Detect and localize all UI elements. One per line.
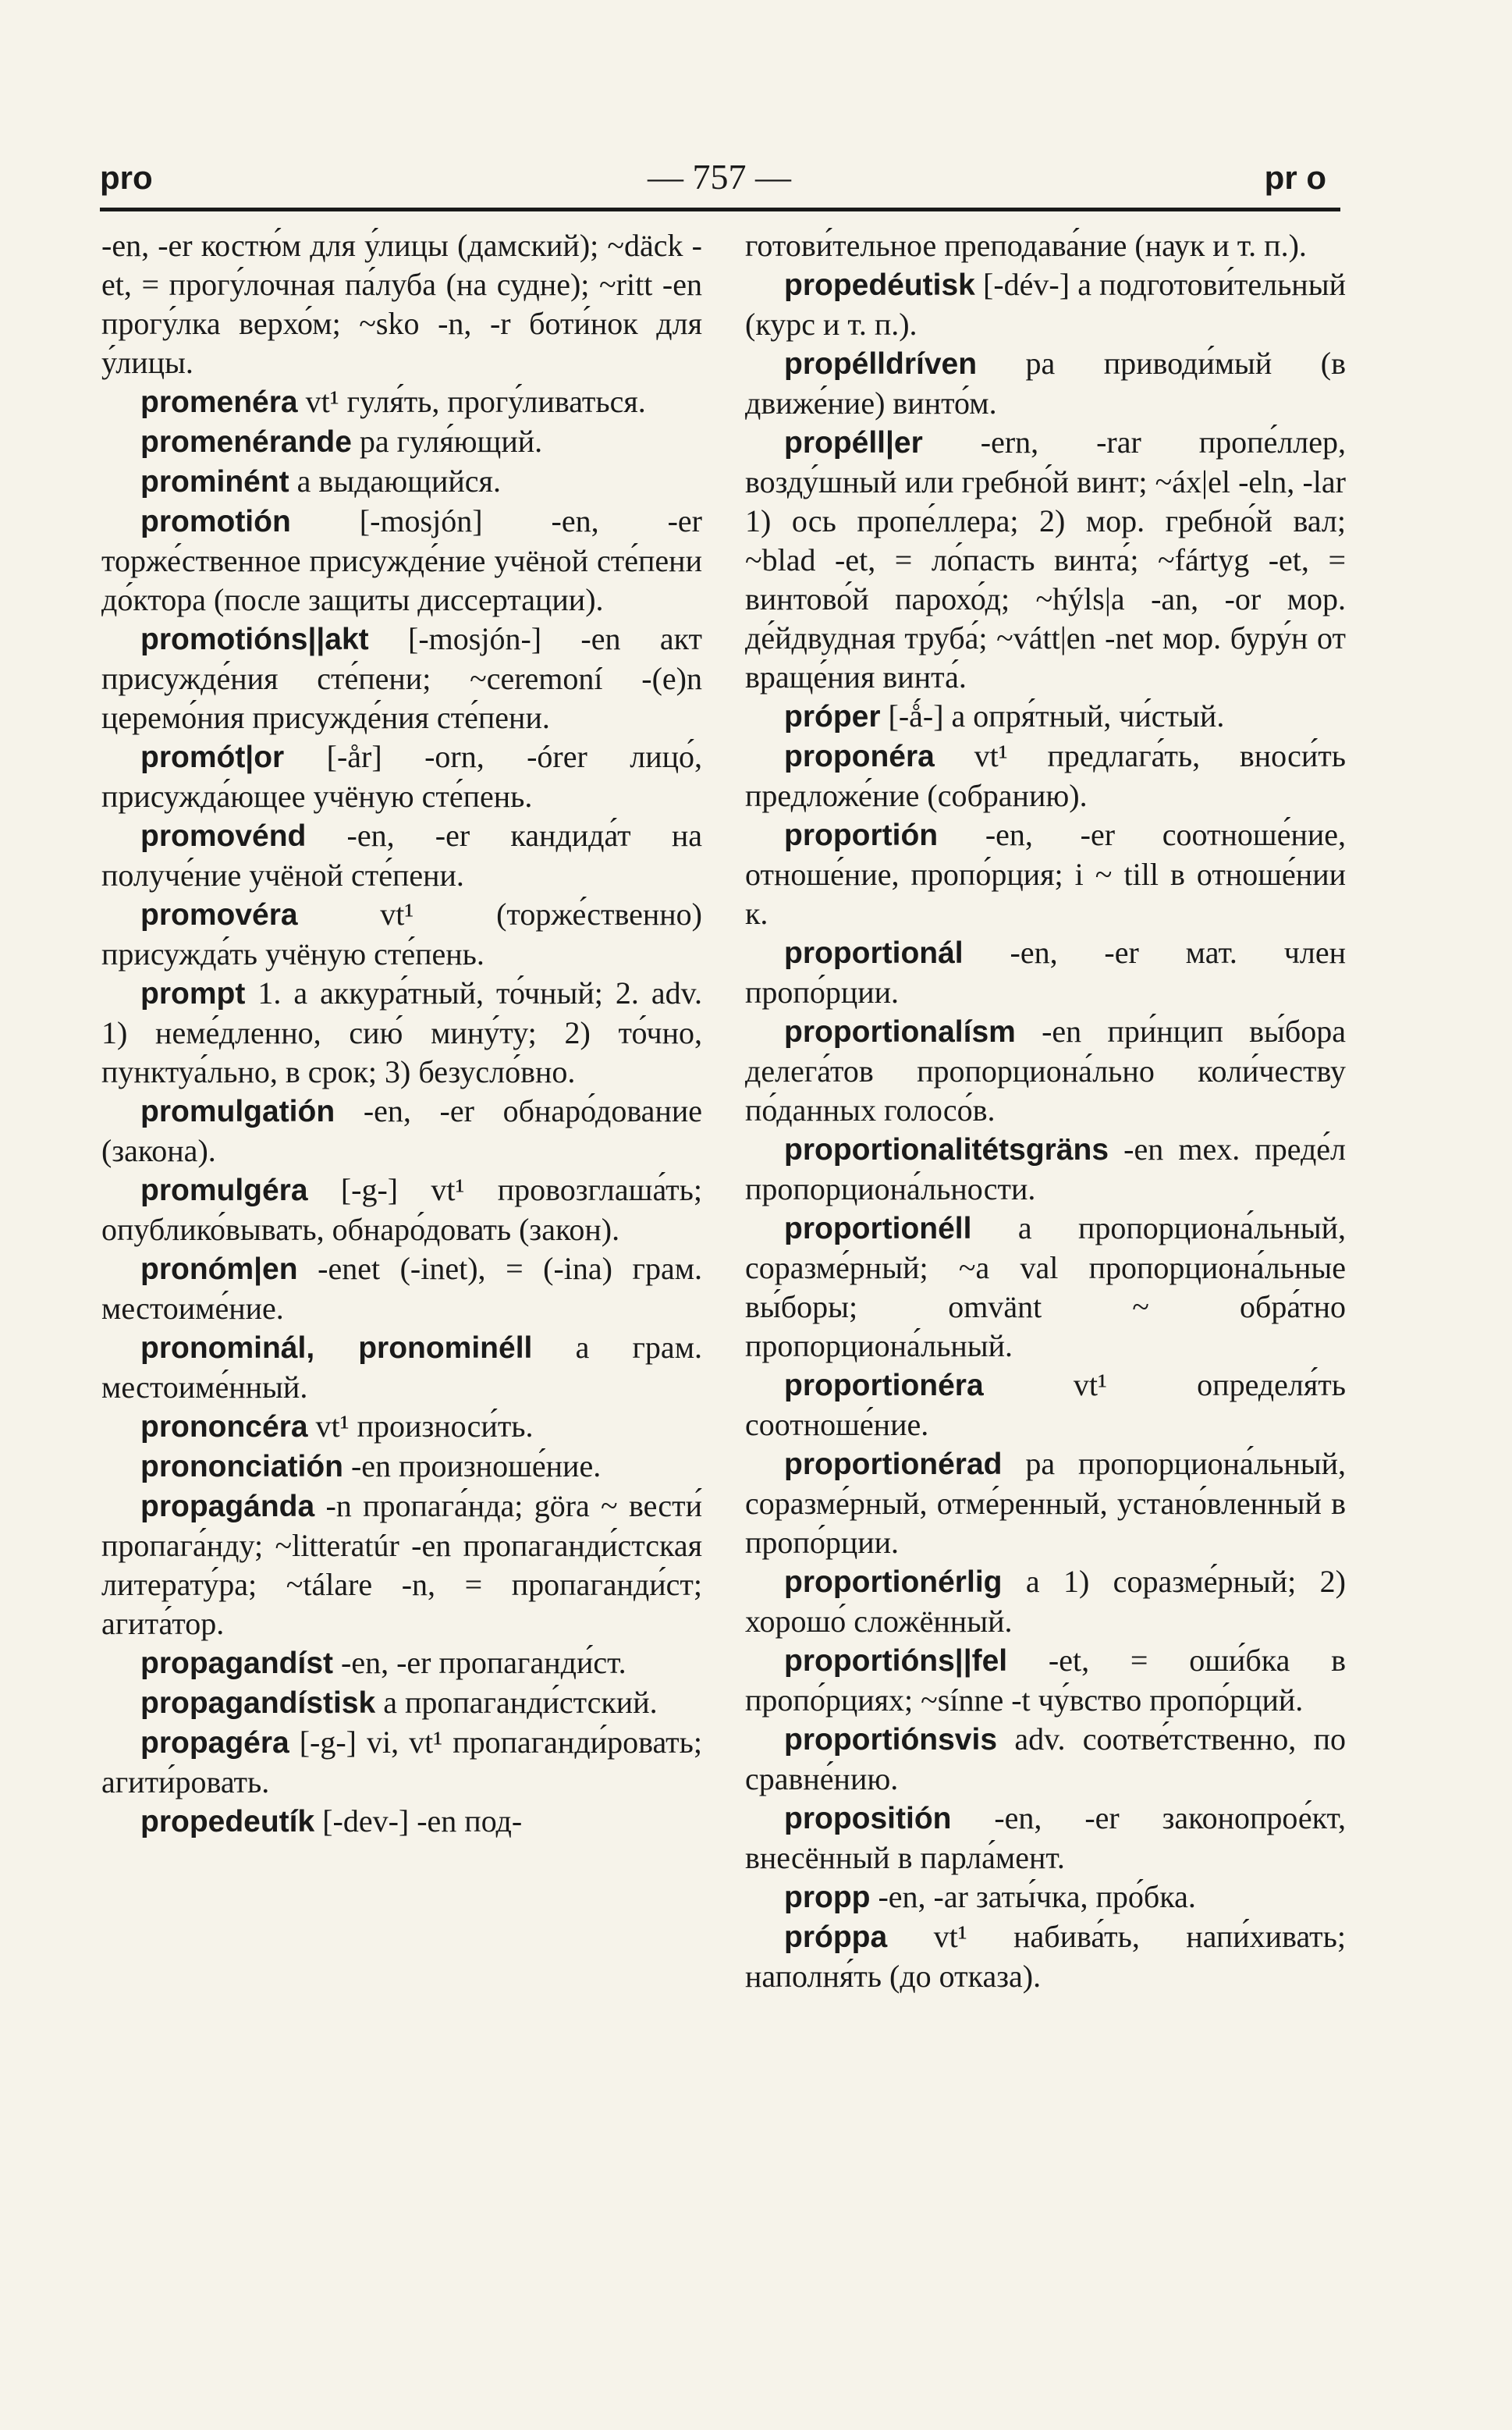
- entry-headword: propedeutík: [140, 1805, 315, 1838]
- entry-headword: propagéra: [140, 1726, 289, 1760]
- entry-headword: propagánda: [140, 1490, 315, 1523]
- entry-definition: adv. соотве́тственно, по сравне́нию.: [745, 1721, 1346, 1796]
- dictionary-entry: [101, 1723, 702, 1802]
- entry-definition: -en, -er костю́м для у́лицы (дамский); ~däck -et, = прогу́лочная па́луба (на судне); ~ritt -en прогу́лка верхо́м; ~sko -n, -r боти́нок для у́лицы.: [101, 228, 702, 380]
- entry-definition: -en, -ar заты́чка, про́бка.: [878, 1879, 1196, 1914]
- entry-definition: -en произноше́ние.: [350, 1448, 602, 1483]
- entry-definition: a пропорциона́льный, соразме́рный; ~a val пропорциона́льные вы́боры; omvänt ~ обра́тно пропорциона́льный.: [745, 1210, 1347, 1363]
- dictionary-entry: [745, 1209, 1346, 1366]
- entry-headword: propéll|er: [784, 426, 923, 460]
- entry-definition: [-ǻ-] a опря́тный, чи́стый.: [888, 698, 1225, 734]
- right-column: [745, 226, 1346, 1996]
- left-guide-word: pro: [100, 159, 153, 196]
- dictionary-entry: [745, 1444, 1346, 1562]
- dictionary-entry: [745, 1366, 1346, 1444]
- entry-headword: propositión: [784, 1802, 952, 1835]
- entry-headword: proportión: [784, 819, 939, 852]
- entry-headword: próppa: [784, 1920, 888, 1954]
- entry-headword: proportionéll: [784, 1212, 972, 1245]
- dictionary-entry: [101, 1092, 702, 1171]
- entry-definition: -en, -er законопрое́кт, внесённый в парла́мент.: [745, 1800, 1346, 1875]
- dictionary-entry: [745, 1878, 1346, 1917]
- entry-definition: -en, -er кандида́т на получе́ние учёной сте́пени.: [101, 818, 702, 893]
- dictionary-entry: [101, 422, 702, 462]
- dictionary-entry: [101, 1802, 702, 1842]
- dictionary-entry: [101, 737, 702, 816]
- dictionary-entry: [745, 1562, 1346, 1641]
- dictionary-entry: [745, 1012, 1346, 1130]
- dictionary-entry: [101, 620, 702, 737]
- entry-definition: [-dev-] -en под-: [322, 1803, 523, 1838]
- entry-definition: [-g-] vi, vt¹ пропаганди́ровать; агити́ровать.: [101, 1725, 702, 1799]
- entry-headword: promulgatión: [140, 1095, 335, 1128]
- entry-definition: [-år] -orn, -órer лицо́, присужда́ющее учёную сте́пень.: [101, 739, 702, 814]
- dictionary-entry: [745, 1641, 1346, 1720]
- entry-definition: vt¹ предлага́ть, вноси́ть предложе́ние (собранию).: [745, 738, 1347, 813]
- dictionary-entry: [101, 1487, 702, 1643]
- left-column: [101, 226, 702, 1842]
- entry-headword: pronóm|en: [140, 1252, 298, 1286]
- entry-headword: pronominál, pronominéll: [140, 1331, 533, 1365]
- entry-headword: promenéra: [140, 385, 298, 419]
- dictionary-entry: [101, 1643, 702, 1683]
- right-guide-word: pr o: [1264, 159, 1326, 196]
- entry-definition: vt¹ произноси́ть.: [315, 1409, 534, 1444]
- entry-definition: -en, -er мат. член пропо́рции.: [745, 935, 1347, 1010]
- entry-definition: pa гуля́ющий.: [359, 424, 543, 459]
- dictionary-entry: [101, 382, 702, 422]
- entry-headword: propélldríven: [784, 347, 978, 381]
- entry-headword: prononciatión: [140, 1450, 343, 1483]
- entry-headword: próper: [784, 700, 881, 734]
- dictionary-entry: [101, 816, 702, 895]
- entry-headword: propedéutisk: [784, 268, 975, 302]
- dictionary-entry: [745, 697, 1346, 737]
- dictionary-entry: [101, 1171, 702, 1249]
- entry-definition: -en при́нцип вы́бора делега́тов пропорциона́льно коли́честву по́данных голосо́в.: [745, 1014, 1346, 1128]
- entry-headword: promotións||akt: [140, 623, 369, 656]
- entry-headword: propagandístisk: [140, 1686, 376, 1720]
- dictionary-entry: [101, 1447, 702, 1487]
- dictionary-entry: [745, 1917, 1346, 1996]
- entry-definition: [-g-] vt¹ провозглаша́ть; опублико́вывать, обнаро́довать (закон).: [101, 1172, 702, 1247]
- entry-definition: vt¹ набива́ть, напи́хивать; наполня́ть (до отказа).: [745, 1919, 1347, 1994]
- entry-definition: 1. a аккура́тный, то́чный; 2. adv. 1) неме́дленно, сию́ мину́ту; 2) то́чно, пунктуа́льно, в срок; 3) безусло́вно.: [101, 975, 702, 1089]
- dictionary-entry: [101, 1683, 702, 1723]
- page-number: — 757 —: [648, 157, 791, 197]
- dictionary-entry: [745, 344, 1346, 423]
- dictionary-entry: [745, 423, 1346, 697]
- dictionary-entry: [745, 1799, 1346, 1878]
- entry-headword: prononcéra: [140, 1410, 308, 1444]
- dictionary-entry: [101, 1249, 702, 1328]
- entry-definition: pa приводи́мый (в движе́ние) винто́м.: [745, 346, 1346, 421]
- dictionary-entry: [101, 1328, 702, 1407]
- dictionary-entry: [745, 815, 1346, 933]
- entry-definition: a 1) соразме́рный; 2) хорошо́ сложённый.: [745, 1564, 1346, 1639]
- entry-definition: a грам. местоиме́нный.: [101, 1330, 703, 1405]
- entry-headword: promovénd: [140, 819, 307, 853]
- entry-headword: proportionalitétsgräns: [784, 1133, 1109, 1167]
- entry-headword: propagandíst: [140, 1647, 334, 1680]
- entry-definition: -ern, -rar пропе́ллер, возду́шный или гребно́й винт; ~áx|el -eln, -lar 1) ось пропе́ллера; 2) мор. гребно́й вал; ~blad -et, = ло́пасть винта́; ~fártyg -et, = винтово́й парохо́д; ~hýls|a -an, -or мор. де́йдвудная труба́; ~vátt|en -net мор. буру́н от враще́ния винта́.: [745, 425, 1346, 695]
- dictionary-entry: [101, 974, 702, 1092]
- dictionary-entry: [745, 1720, 1346, 1799]
- entry-definition: [-mosjón] -en, -er торже́ственное присужде́ние учёной сте́пени до́ктора (после защиты диссертации).: [101, 503, 702, 617]
- entry-definition: -n пропага́нда; göra ~ вести́ пропага́нду; ~litteratúr -en пропаганди́стская литерату́ра; ~tálare -n, = пропаганди́ст; агита́тор.: [101, 1488, 702, 1641]
- entry-headword: proportionérlig: [784, 1565, 1003, 1599]
- entry-definition: [-dév-] a подготови́тельный (курс и т. п.).: [745, 267, 1346, 342]
- dictionary-entry: [101, 895, 702, 974]
- dictionary-entry: [745, 737, 1346, 815]
- entry-headword: promót|or: [140, 741, 285, 774]
- entry-definition: vt¹ определя́ть соотноше́ние.: [745, 1367, 1346, 1442]
- dictionary-entry: [101, 462, 702, 502]
- entry-headword: promulgéra: [140, 1174, 308, 1207]
- dictionary-entry: [745, 265, 1346, 344]
- entry-definition: vt¹ гуля́ть, прогу́ливаться.: [305, 384, 646, 419]
- dictionary-entry: [745, 226, 1346, 265]
- header-rule: [100, 208, 1340, 211]
- entry-definition: [-mosjón-] -en акт присужде́ния сте́пени; ~ceremoní -(e)n церемо́ния присужде́ния сте́пени.: [101, 621, 702, 735]
- entry-headword: promenérande: [140, 425, 352, 459]
- entry-definition: -enet (-inet), = (-ina) грам. местоиме́ние.: [101, 1251, 703, 1326]
- entry-definition: a пропаганди́стский.: [383, 1685, 658, 1720]
- dictionary-entry: [101, 226, 702, 382]
- entry-definition: -en, -er пропаганди́ст.: [341, 1645, 626, 1680]
- entry-headword: proportionál: [784, 936, 964, 970]
- page-header: [100, 153, 1339, 200]
- entry-headword: proportionérad: [784, 1448, 1003, 1481]
- entry-definition: -et, = оши́бка в пропо́рциях; ~sínne -t чу́вство пропо́рций.: [745, 1643, 1347, 1718]
- entry-headword: proportionalísm: [784, 1015, 1016, 1049]
- entry-headword: propp: [784, 1881, 871, 1914]
- entry-definition: pa пропорциона́льный, соразме́рный, отме́ренный, устано́вленный в пропо́рции.: [745, 1446, 1346, 1560]
- entry-headword: proportións||fel: [784, 1644, 1008, 1678]
- entry-headword: proportionéra: [784, 1369, 984, 1402]
- dictionary-entry: [745, 933, 1346, 1012]
- dictionary-entry: [101, 1407, 702, 1447]
- entry-headword: prompt: [140, 977, 246, 1011]
- entry-headword: proponéra: [784, 740, 935, 773]
- entry-headword: prominént: [140, 465, 289, 499]
- entry-definition: -en, -er соотноше́ние, отноше́ние, пропо́рция; i ~ till в отноше́нии к.: [745, 817, 1347, 931]
- dictionary-entry: [101, 502, 702, 620]
- entry-definition: готови́тельное преподава́ние (наук и т. п.).: [745, 228, 1307, 263]
- entry-headword: promotión: [140, 505, 291, 538]
- entry-definition: -en mex. преде́л пропорциона́льности.: [745, 1132, 1347, 1206]
- entry-definition: -en, -er обнаро́дование (закона).: [101, 1093, 703, 1168]
- entry-headword: promovéra: [140, 898, 298, 932]
- entry-headword: proportiónsvis: [784, 1723, 998, 1757]
- dictionary-entry: [745, 1130, 1346, 1209]
- entry-definition: vt¹ (торже́ственно) присужда́ть учёную сте́пень.: [101, 897, 702, 972]
- entry-definition: a выдающийся.: [296, 464, 501, 499]
